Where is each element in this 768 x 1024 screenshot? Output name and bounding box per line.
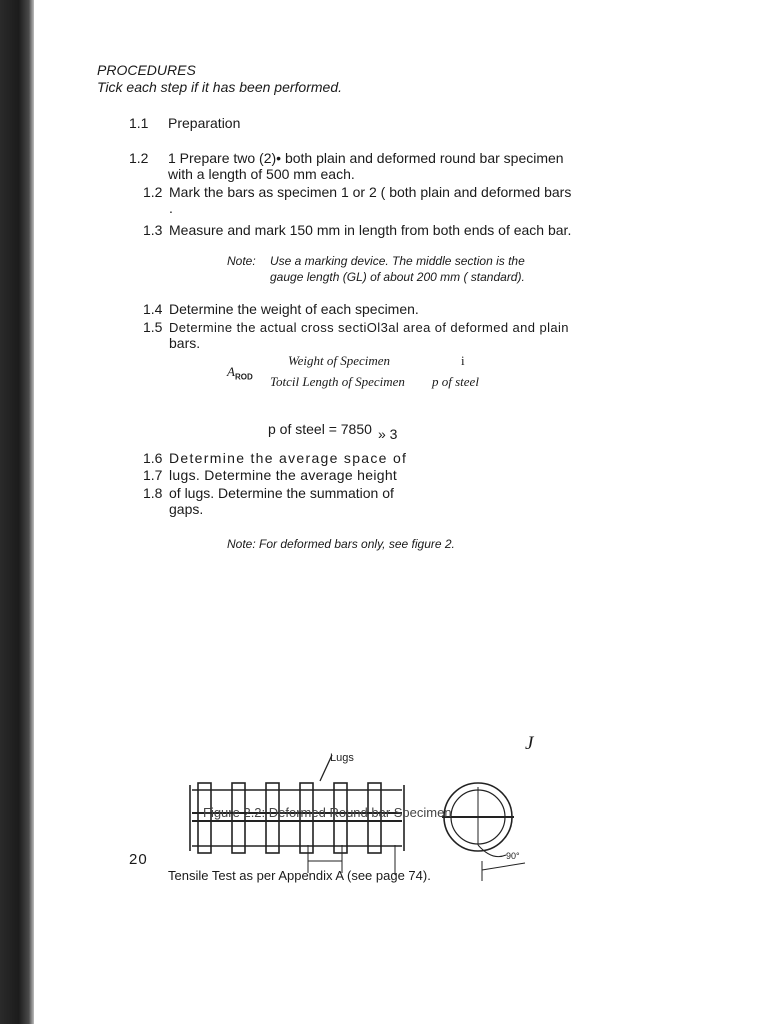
step-number: 1.5 — [143, 319, 163, 335]
step-text: lugs. Determine the average height — [169, 467, 398, 483]
step-number: 1.4 — [143, 301, 163, 317]
instruction-text: Tick each step if it has been performed. — [97, 79, 342, 95]
note-label: Note: — [227, 254, 256, 268]
step-number: 1.2 — [143, 184, 163, 200]
step-text: bars. — [169, 335, 201, 351]
step-text: 1 Prepare two (2)• both plain and deformed round bar specimen — [168, 150, 564, 166]
step-text: with a length of 500 mm each. — [168, 166, 355, 182]
note-text: Note: For deformed bars only, see figure 2. — [227, 537, 455, 551]
angle-label: 90° — [506, 851, 520, 861]
formula-right-bottom: p of steel — [432, 374, 479, 389]
step-number: 1.6 — [143, 450, 163, 466]
corner-mark: J — [525, 733, 534, 754]
step-number: 1.7 — [143, 467, 163, 483]
step-number: 1.2 — [129, 150, 149, 166]
deformed-bar-figure — [180, 745, 540, 885]
note-text: Use a marking device. The middle section is the — [270, 254, 525, 268]
step-text: gaps. — [169, 501, 204, 517]
step-text: Determine the actual cross sectiOl3al area of deformed and plain — [169, 320, 569, 335]
step-number: 1.3 — [143, 222, 163, 238]
figure-caption: Figure 2.2: Deformed Round bar Specimen — [203, 805, 452, 820]
step-text: Determine the average space of — [169, 450, 408, 466]
formula-right-top: i — [461, 353, 465, 368]
section-title: PROCEDURES — [97, 62, 196, 78]
step-text: Determine the weight of each specimen. — [169, 301, 419, 317]
formula-numerator: Weight of Specimen — [288, 353, 391, 368]
density-formula: p of steel = 7850 — [268, 421, 372, 437]
lugs-label: Lugs — [330, 752, 354, 764]
formula-denominator: Totcil Length of Specimen — [270, 374, 405, 389]
step-text: Measure and mark 150 mm in length from both ends of each bar. — [169, 222, 572, 238]
tensile-test-text: Tensile Test as per Appendix A (see page 74). — [168, 868, 431, 883]
step-text: Mark the bars as specimen 1 or 2 ( both plain and deformed bars — [169, 184, 572, 200]
formula-lhs: $A_{ROD}$ — [227, 364, 253, 382]
step-text: . — [169, 200, 173, 216]
step-number: 1.8 — [143, 485, 163, 501]
density-unit: » 3 — [378, 426, 398, 442]
note-text: gauge length (GL) of about 200 mm ( standard). — [270, 270, 525, 284]
step-number: 1.1 — [129, 115, 149, 131]
book-spine-shadow — [0, 0, 34, 1024]
step-text: of lugs. Determine the summation of — [169, 485, 394, 501]
page-number: 20 — [129, 851, 148, 868]
step-text: Preparation — [168, 115, 241, 131]
